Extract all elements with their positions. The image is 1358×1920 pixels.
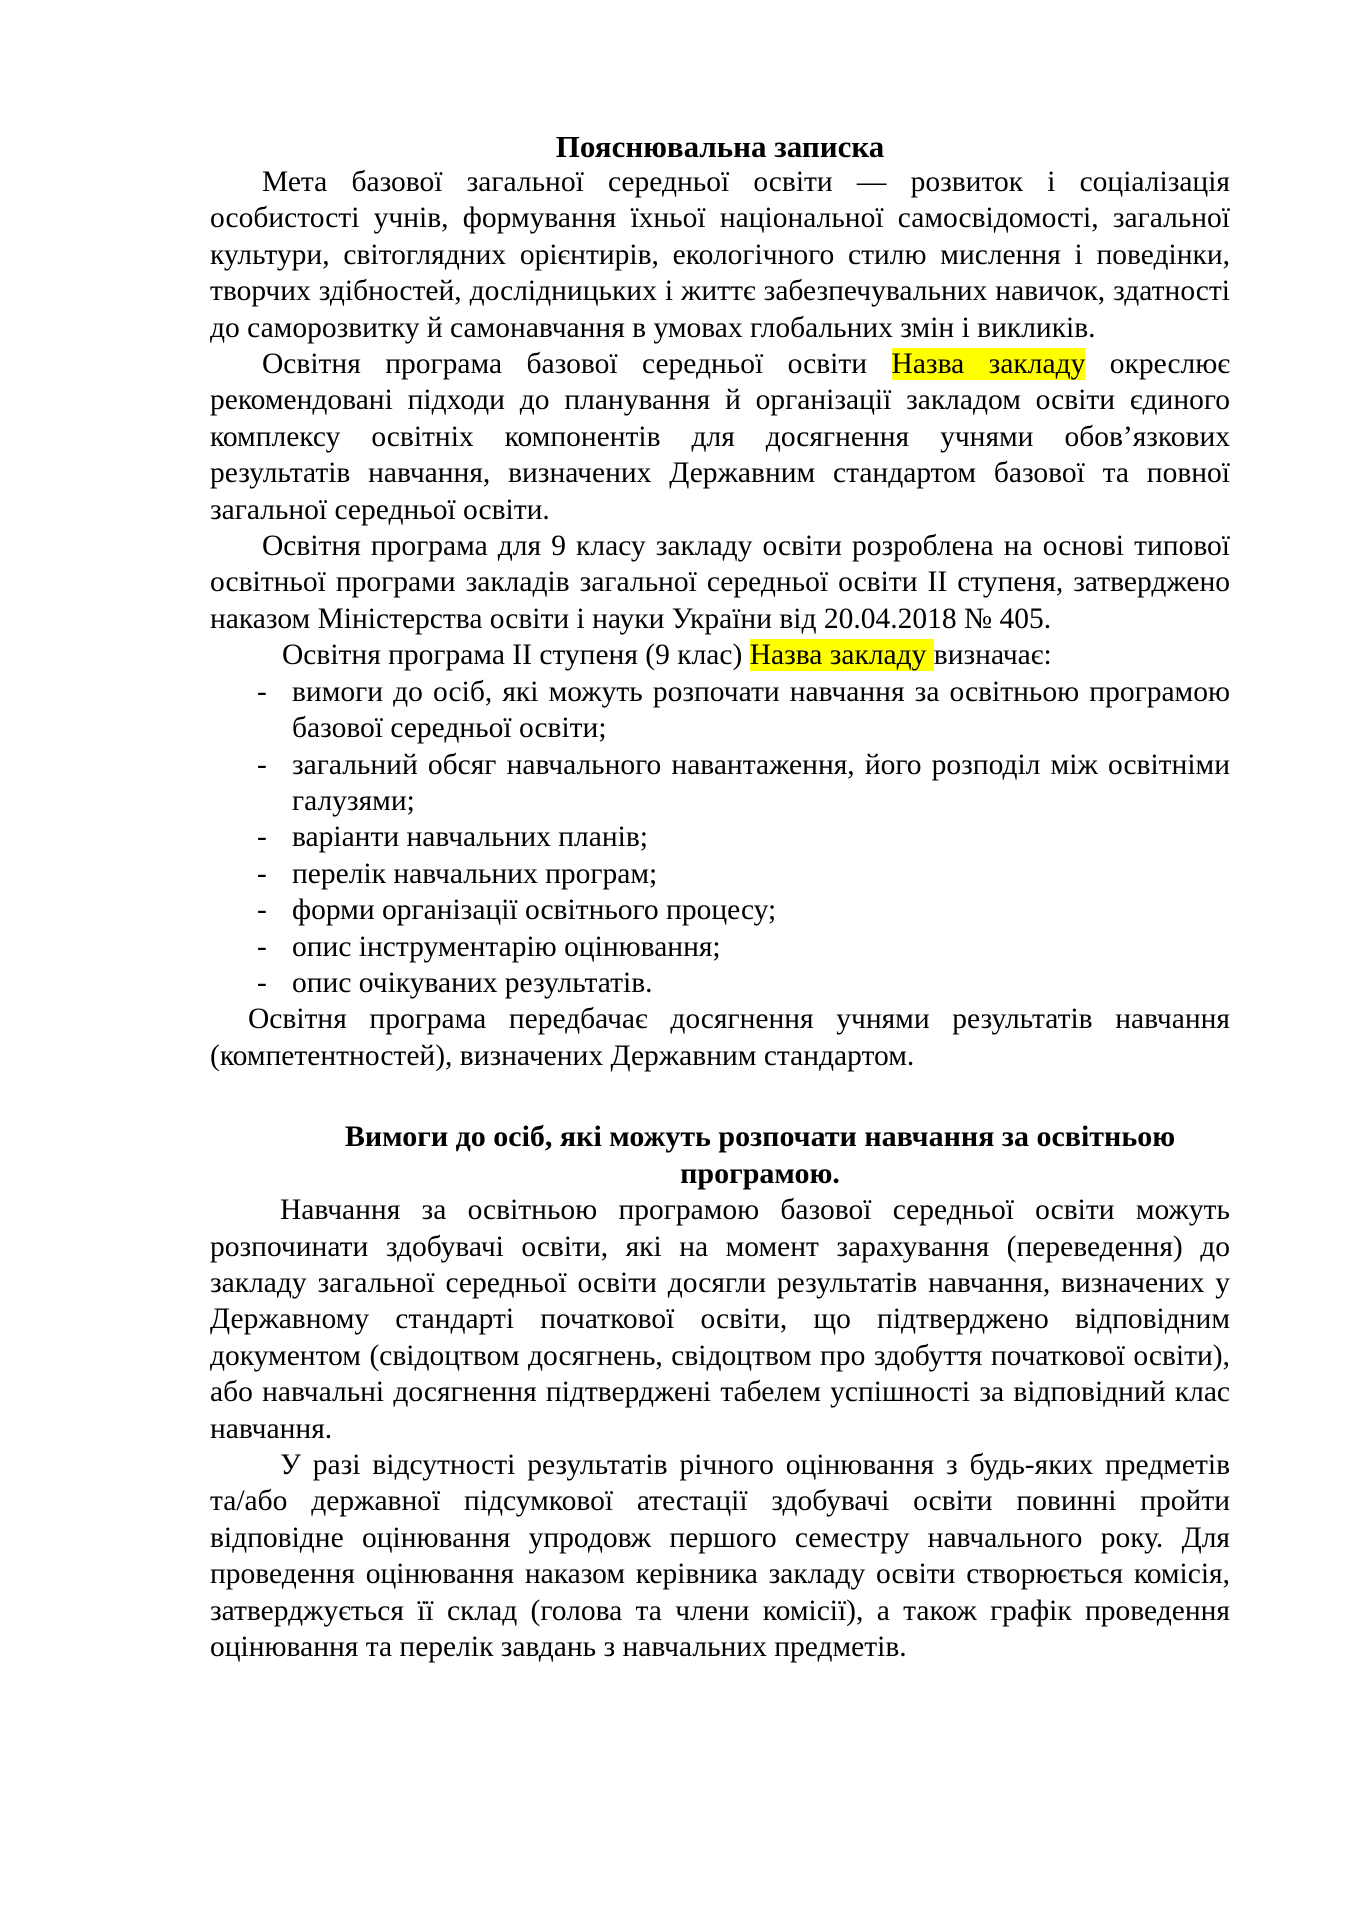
section-title-admission-requirements: Вимоги до осіб, які можуть розпочати навчання за освітньою програмою. [344,1120,1176,1191]
paragraph-assessment: У разі відсутності результатів річного оцінювання з будь-яких предметів та/або державної підсумкової атестації здобувачі освіти повинні пройти відповідне оцінювання упродовж першого семестру навчального року. Для проведення оцінювання наказом керівника закладу освіти створюється комісія, затверджується її склад (голова та члени комісії), а також графік проведення оцінювання та перелік завдань з навчальних предметів. [210,1449,1230,1664]
list-dash: - [257,748,267,781]
paragraph-text: Освітня програма базової середньої освіти [262,348,892,381]
school-name-placeholder: Назва закладу [749,639,934,672]
document-title: Пояснювальна записка [555,129,885,164]
list-item [210,892,1230,928]
list-item-text: варіанти навчальних планів; [292,821,648,854]
list-item-text: опис інструментарію оцінювання; [292,930,721,963]
school-name-placeholder: Назва закладу [891,348,1086,381]
paragraph-program-defines [210,637,1230,673]
paragraph-program-overview [210,346,1230,528]
paragraph-program-outcomes: Освітня програма передбачає досягнення учнями результатів навчання (компетентностей), визначених Державним стандартом. [210,1003,1230,1072]
list-item [210,856,1230,892]
list-dash: - [257,857,267,890]
list-item [210,965,1230,1001]
list-item [210,929,1230,965]
list-item-text: перелік навчальних програм; [292,857,658,890]
document-page [210,128,1230,1665]
paragraph-purpose: Мета базової загальної середньої освіти — розвиток і соціалізація особистості учнів, формування їхньої національної самосвідомості, загальної культури, світоглядних орієнтирів, екологічного стилю мислення і поведінки, творчих здібностей, дослідницьких і життє забезпечувальних навичок, здатності до саморозвитку й самонавчання в умовах глобальних змін і викликів. [210,166,1230,344]
list-item-text: загальний обсяг навчального навантаження, його розподіл між освітніми галузями; [292,748,1230,817]
section-spacer [210,1074,1230,1118]
list-item [210,819,1230,855]
program-components-list [210,674,1230,1002]
list-dash: - [257,675,267,708]
paragraph-admission: Навчання за освітньою програмою базової середньої освіти можуть розпочинати здобувачі освіти, які на момент зарахування (переведення) до закладу загальної середньої освіти досягли результатів навчання, визначених у Державному стандарті початкової освіти, що підтверджено відповідним документом (свідоцтвом досягнень, свідоцтвом про здобуття початкової освіти), або навчальні досягнення підтверджені табелем успішності за відповідний клас навчання. [210,1194,1230,1445]
list-item [210,674,1230,747]
paragraph-text: Освітня програма ІІ ступеня (9 клас) [282,639,750,672]
list-dash: - [257,894,267,927]
list-item-text: вимоги до осіб, які можуть розпочати навчання за освітньою програмою базової середньої освіти; [292,675,1230,745]
list-item-text: опис очікуваних результатів. [292,966,653,999]
list-dash: - [257,930,267,963]
list-item [210,747,1230,820]
list-dash: - [257,966,267,999]
paragraph-program-basis: Освітня програма для 9 класу закладу освіти розроблена на основі типової освітньої програми закладів загальної середньої освіти ІІ ступеня, затверджено наказом Міністерства освіти і науки України від 20.04.2018 № 405. [210,530,1230,635]
paragraph-text: визначає: [933,639,1052,672]
list-dash: - [257,821,267,854]
list-item-text: форми організації освітнього процесу; [292,894,777,927]
paragraph-text: окреслює рекомендовані підходи до планування й організації закладом освіти єдиного комплексу освітніх компонентів для досягнення учнями обов’язкових результатів навчання, визначених Державним стандартом базової та повної загальної середньої освіти. [210,348,1230,526]
